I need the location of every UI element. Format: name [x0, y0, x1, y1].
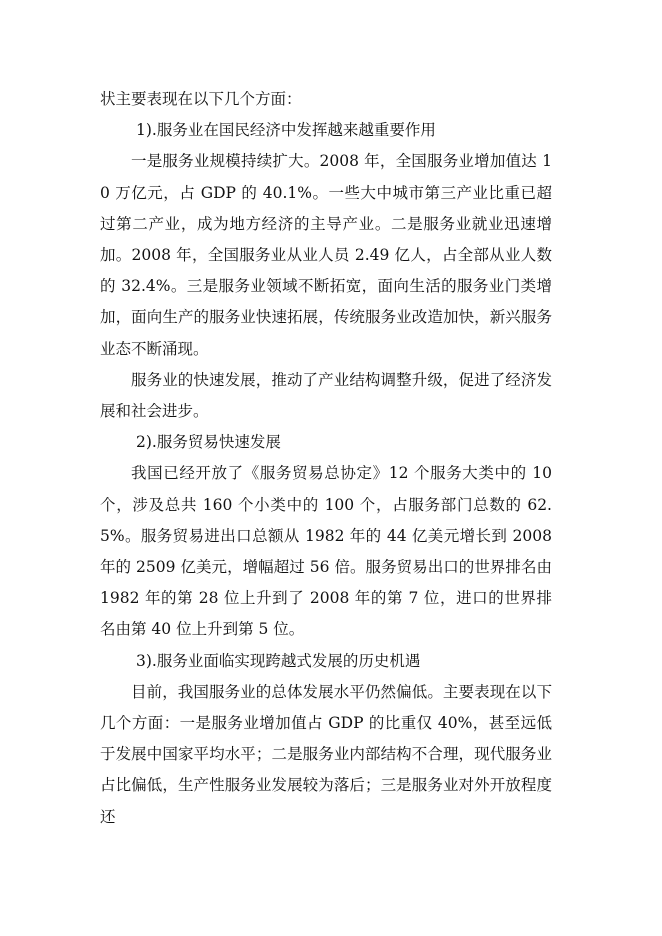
paragraph-service-impact: 服务业的快速发展，推动了产业结构调整升级，促进了经济发展和社会进步。 [100, 370, 552, 421]
paragraph-intro: 状主要表现在以下几个方面： [100, 90, 302, 108]
section-heading-2: 2).服务贸易快速发展 [136, 433, 281, 452]
body-text [100, 84, 552, 833]
section-heading-1: 1).服务业在国民经济中发挥越来越重要作用 [136, 121, 436, 140]
paragraph-service-scale: 一是服务业规模持续扩大。2008 年，全国服务业增加值达 10 万亿元，占 GDP 的 40.1%。一些大中城市第三产业比重已超过第二产业，成为地方经济的主导产业。二是服务业就业迅速增加。2008 年，全国服务业从业人员 2.49 亿人，占全部从业人数的 32.4%。三是服务业领域不断拓宽，面向生活的服务业门类增加，面向生产的服务业快速拓展，传统服务业改造加快，新兴服务业态不断涌现。 [100, 152, 552, 358]
section-heading-3: 3).服务业面临实现跨越式发展的历史机遇 [136, 651, 421, 670]
paragraph-service-trade: 我国已经开放了《服务贸易总协定》12 个服务大类中的 10 个，涉及总共 160 个小类中的 100 个，占服务部门总数的 62.5%。服务贸易进出口总额从 1982 年的 44 亿美元增长到 2008 年的 2509 亿美元，增幅超过 56 倍。服务贸易出口的世界排名由 1982 年的第 28 位上升到了 2008 年的第 7 位，进口的世界排名由第 40 位上升到第 5 位。 [100, 464, 552, 639]
paragraph-current-level: 目前，我国服务业的总体发展水平仍然偏低。主要表现在以下几个方面：一是服务业增加值占 GDP 的比重仅 40%，甚至远低于发展中国家平均水平；二是服务业内部结构不合理，现代服务业占比偏低，生产性服务业发展较为落后；三是服务业对外开放程度还 [100, 682, 552, 826]
